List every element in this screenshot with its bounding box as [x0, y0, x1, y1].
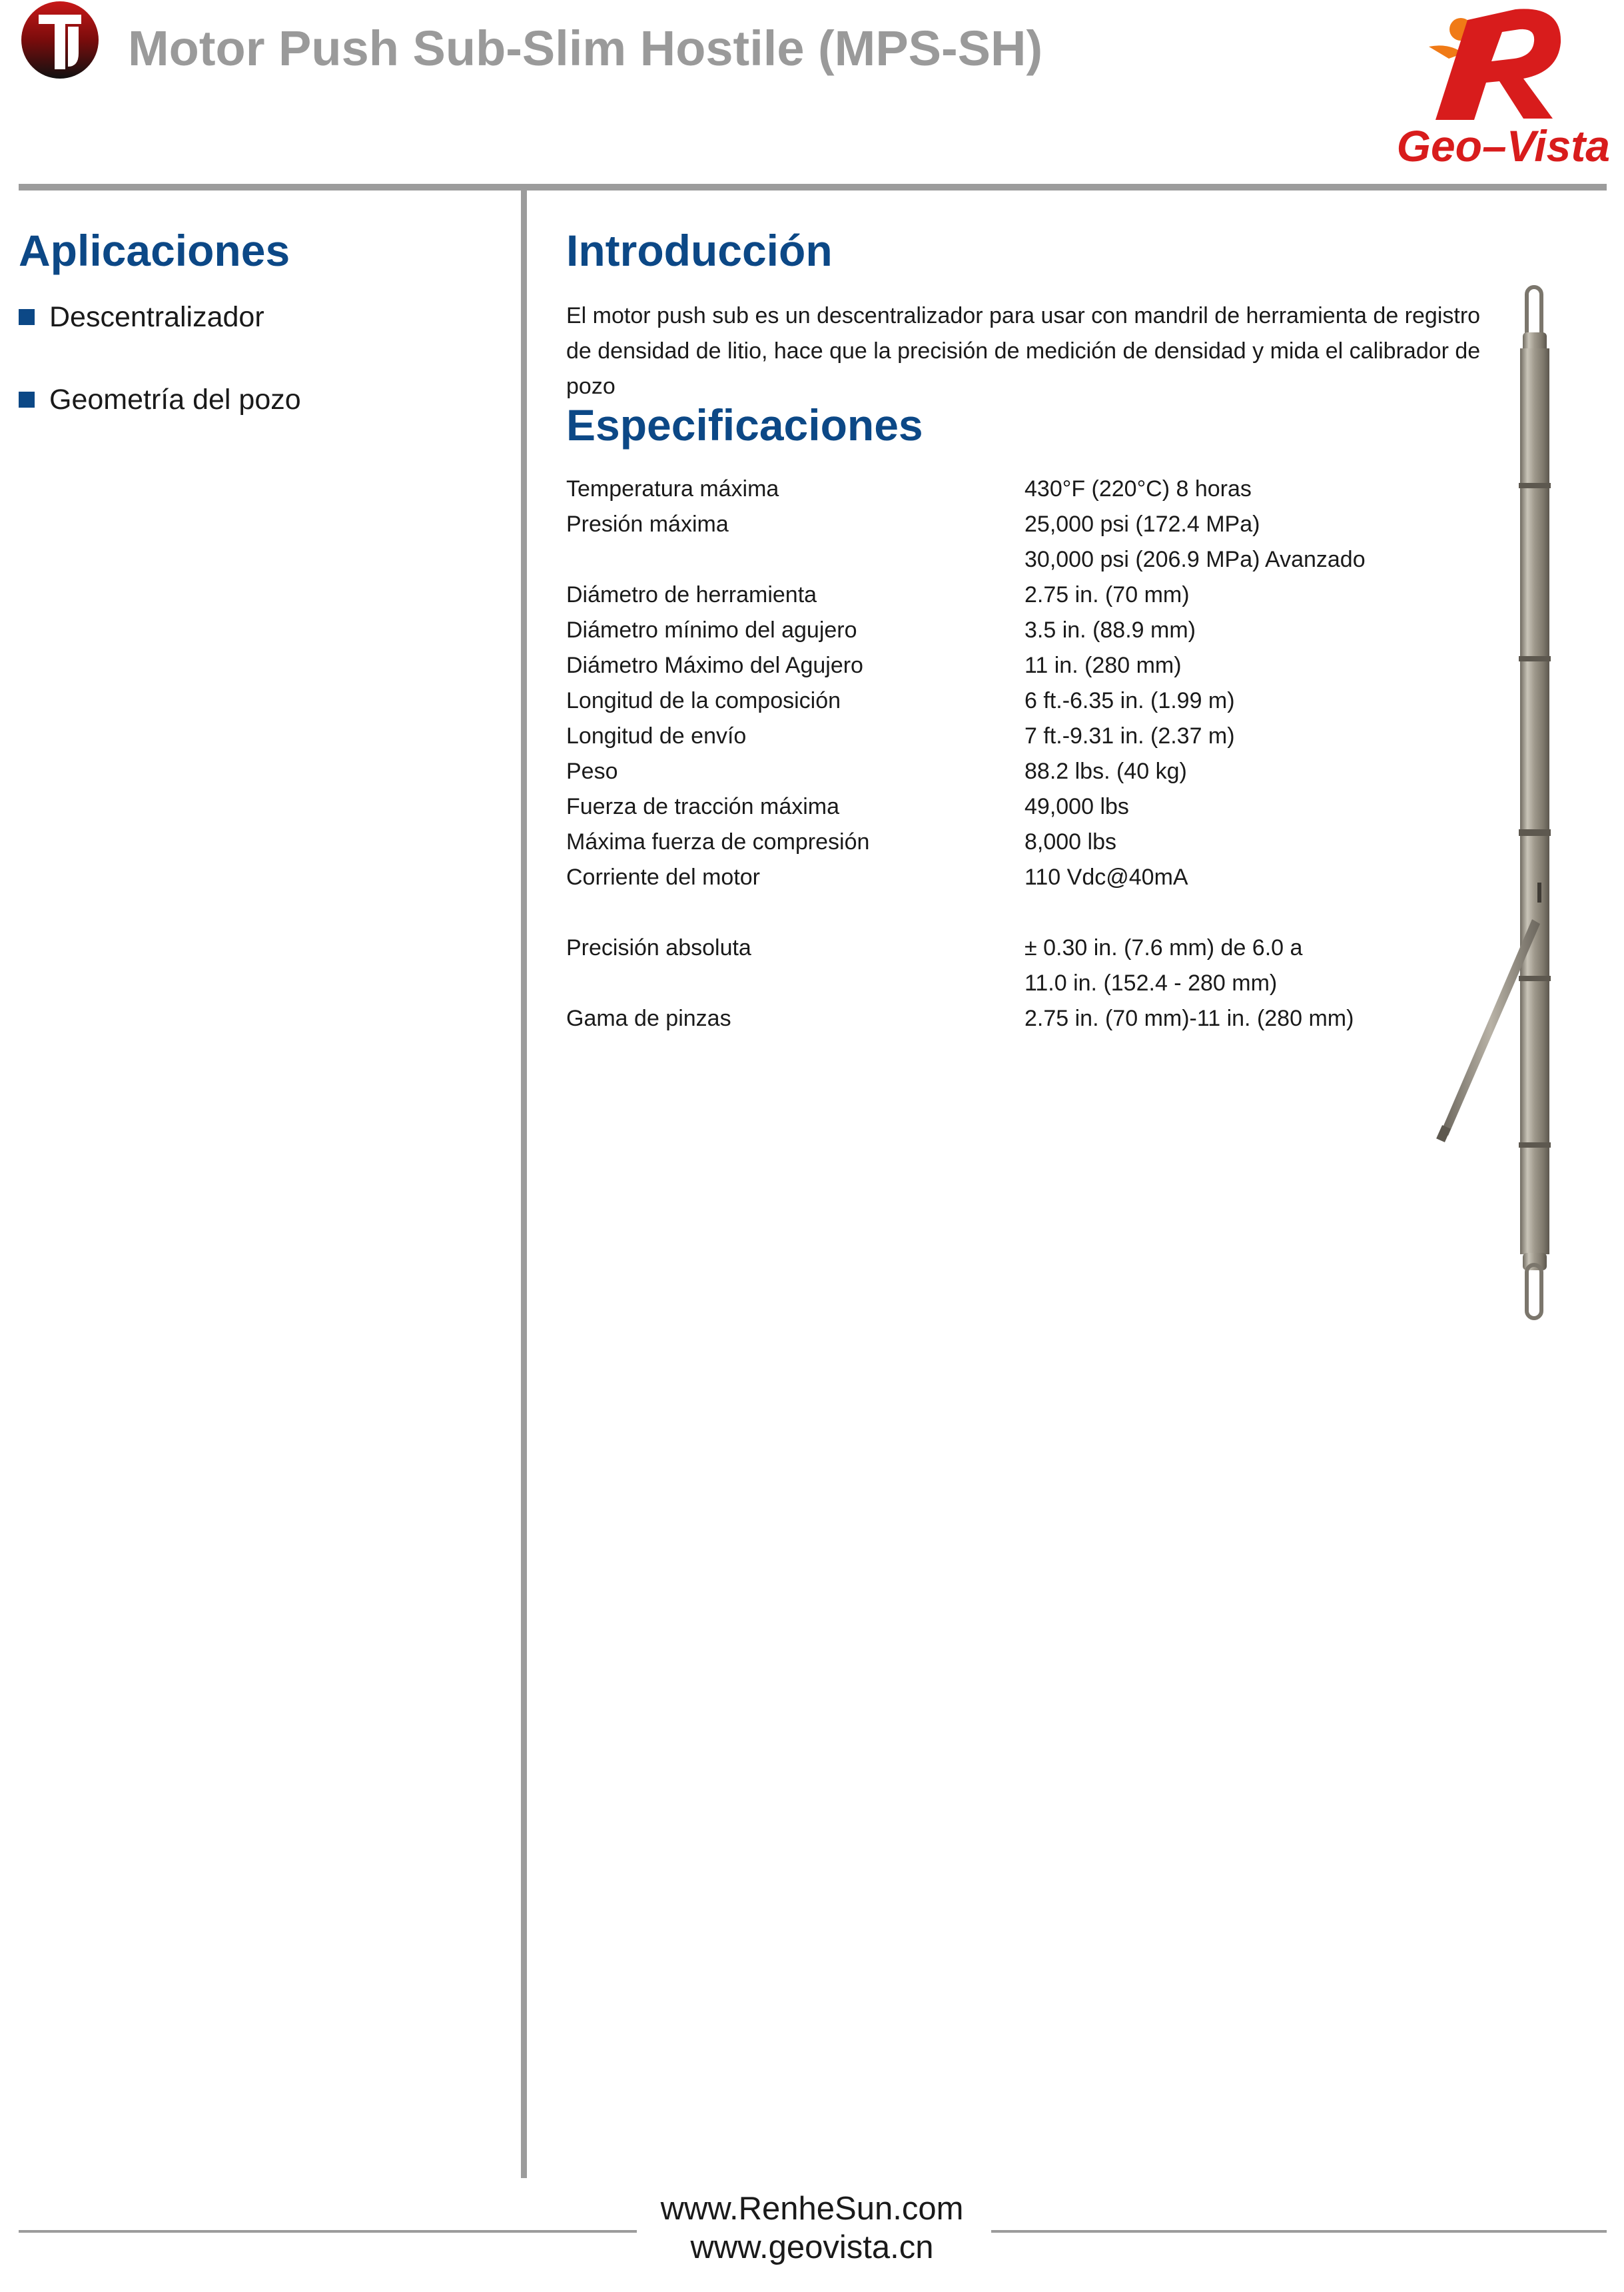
brand-wordmark: Geo–Vista	[1396, 121, 1610, 170]
geo-vista-r-logo-icon	[1349, 0, 1612, 170]
spec-value: 25,000 psi (172.4 MPa)	[1024, 512, 1260, 537]
application-item-label: Geometría del pozo	[49, 384, 301, 416]
column-divider	[521, 191, 527, 2178]
spec-label: Precisión absoluta	[566, 935, 751, 960]
introduction-heading: Introducción	[566, 226, 833, 275]
spec-value: 11.0 in. (152.4 - 280 mm)	[1024, 970, 1278, 996]
square-bullet-icon	[19, 309, 35, 325]
footer-website-renhesun[interactable]: www.RenheSun.com	[660, 2191, 964, 2227]
spec-row	[566, 613, 1499, 648]
spec-label: Diámetro Máximo del Agujero	[566, 653, 863, 678]
spec-label: Peso	[566, 759, 618, 784]
spec-value: 49,000 lbs	[1024, 794, 1129, 819]
spec-row	[566, 648, 1499, 683]
spec-value: 88.2 lbs. (40 kg)	[1024, 759, 1187, 784]
spec-row	[566, 754, 1499, 789]
spec-value: 110 Vdc@40mA	[1024, 865, 1188, 890]
document-title: Motor Push Sub-Slim Hostile (MPS-SH)	[128, 21, 1043, 76]
spec-spacer	[566, 895, 1499, 931]
spec-row	[566, 966, 1499, 1001]
spec-value: 2.75 in. (70 mm)-11 in. (280 mm)	[1024, 1006, 1354, 1031]
spec-row	[566, 542, 1499, 577]
spec-label: Temperatura máxima	[566, 476, 779, 502]
spec-row	[566, 507, 1499, 542]
application-item	[19, 384, 301, 416]
specifications-heading: Especificaciones	[566, 400, 923, 450]
spec-row	[566, 719, 1499, 754]
spec-value: 11 in. (280 mm)	[1024, 653, 1182, 678]
spec-value: 2.75 in. (70 mm)	[1024, 582, 1190, 607]
applications-heading: Aplicaciones	[19, 226, 290, 275]
spec-value: 430°F (220°C) 8 horas	[1024, 476, 1252, 502]
spec-label: Máxima fuerza de compresión	[566, 829, 870, 855]
spec-row	[566, 472, 1499, 507]
spec-label: Diámetro de herramienta	[566, 582, 817, 607]
spec-row	[566, 683, 1499, 719]
spec-value: 6 ft.-6.35 in. (1.99 m)	[1024, 688, 1235, 713]
footer-website-geovista[interactable]: www.geovista.cn	[690, 2229, 934, 2265]
spec-row	[566, 860, 1499, 895]
spec-value: 8,000 lbs	[1024, 829, 1116, 855]
spec-label: Gama de pinzas	[566, 1006, 731, 1031]
spec-label: Longitud de envío	[566, 723, 747, 749]
header-divider	[19, 184, 1607, 191]
application-item-label: Descentralizador	[49, 301, 264, 333]
spec-label: Longitud de la composición	[566, 688, 841, 713]
renhe-logo-icon	[19, 0, 101, 83]
spec-label: Fuerza de tracción máxima	[566, 794, 840, 819]
spec-row	[566, 789, 1499, 825]
application-item	[19, 301, 264, 334]
motor-push-sub-tool-image	[1432, 283, 1559, 1322]
spec-value: 7 ft.-9.31 in. (2.37 m)	[1024, 723, 1235, 749]
spec-row	[566, 1001, 1499, 1036]
spec-row	[566, 931, 1499, 966]
introduction-text: El motor push sub es un descentralizador para usar con mandril de herramienta de registro de densidad de litio, hace que la precisión de medición de densidad y mida el calibrador de pozo	[566, 303, 1481, 399]
specifications-table	[566, 472, 1499, 1036]
spec-value: 30,000 psi (206.9 MPa) Avanzado	[1024, 547, 1366, 572]
spec-label: Corriente del motor	[566, 865, 761, 890]
spec-label: Presión máxima	[566, 512, 729, 537]
spec-row	[566, 825, 1499, 860]
square-bullet-icon	[19, 392, 35, 408]
spec-row	[566, 577, 1499, 613]
spec-value: 3.5 in. (88.9 mm)	[1024, 617, 1196, 643]
spec-label: Diámetro mínimo del agujero	[566, 617, 857, 643]
spec-value: ± 0.30 in. (7.6 mm) de 6.0 a	[1024, 935, 1303, 960]
